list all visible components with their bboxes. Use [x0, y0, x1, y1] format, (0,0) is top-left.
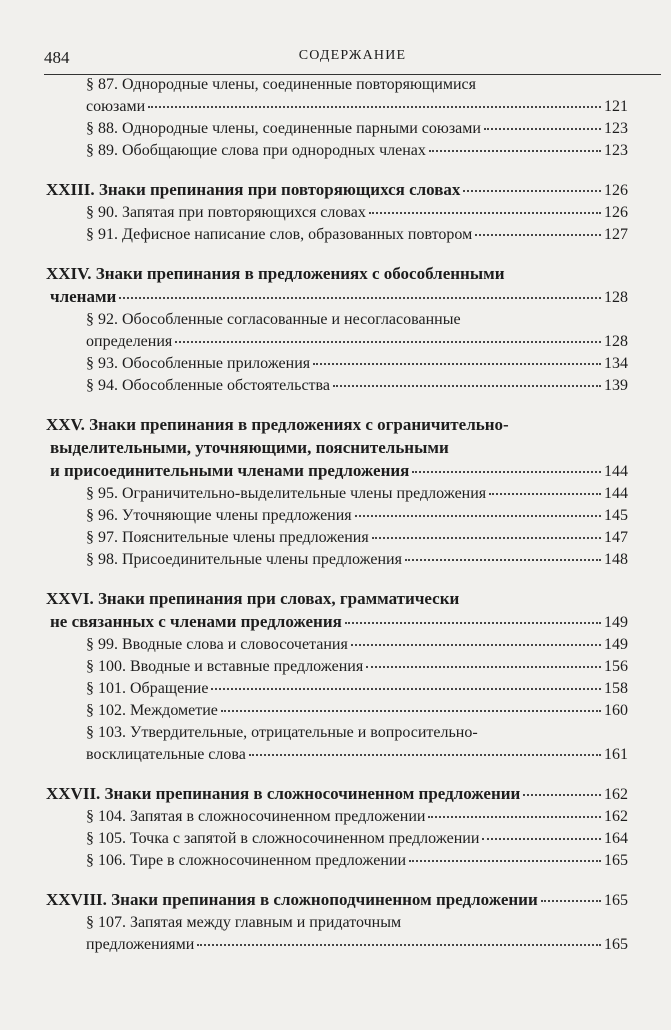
- section-title-line[interactable]: XXV. Знаки препинания в предложениях с ограничительно-: [46, 415, 509, 434]
- toc-entry[interactable]: [46, 309, 628, 353]
- toc-section: [46, 413, 628, 571]
- section-title-text: XXVII. Знаки препинания в сложносочиненном предложении: [46, 784, 521, 803]
- toc-entry[interactable]: [46, 634, 628, 656]
- toc-entry-page-number: 156: [604, 658, 628, 675]
- toc-entry-text: § 93. Обособленные приложения: [86, 355, 311, 372]
- toc-entry[interactable]: [46, 118, 628, 140]
- toc-entry-line: [46, 634, 628, 656]
- toc-entry[interactable]: [46, 353, 628, 375]
- toc-entry-page-number: 127: [604, 226, 628, 243]
- leader-dots: [221, 709, 601, 712]
- toc-entry-text: § 104. Запятая в сложносочиненном предложении: [86, 808, 426, 825]
- toc-entry-text: § 105. Точка с запятой в сложносочиненном предложении: [86, 830, 480, 847]
- toc-entry[interactable]: [46, 722, 628, 766]
- toc-entry-text: восклицательные слова: [86, 746, 246, 763]
- toc-entry-line: [46, 331, 628, 353]
- toc-entry-page-number: 165: [604, 852, 628, 869]
- toc-entry[interactable]: [46, 74, 628, 118]
- leader-dots: [333, 384, 601, 387]
- toc-entry[interactable]: [46, 202, 628, 224]
- toc-entry-page-number: 147: [604, 529, 628, 546]
- toc-entry-text: § 98. Присоединительные члены предложения: [86, 551, 402, 568]
- toc-entry-line: [46, 505, 628, 527]
- toc-entry[interactable]: [46, 828, 628, 850]
- leader-dots: [366, 665, 601, 668]
- toc-entry-line: [46, 828, 628, 850]
- toc-entry-line: § 87. Однородные члены, соединенные повторяющимися: [86, 76, 476, 93]
- toc-entry-line: [46, 850, 628, 872]
- leader-dots: [429, 149, 601, 152]
- leader-dots: [463, 189, 601, 192]
- toc-entry-line: [46, 483, 628, 505]
- toc-entry[interactable]: [46, 912, 628, 956]
- toc-entry-text: § 90. Запятая при повторяющихся словах: [86, 204, 366, 221]
- toc-entry-page-number: 139: [604, 377, 628, 394]
- leader-dots: [412, 470, 601, 473]
- toc-entry-text: § 96. Уточняющие члены предложения: [86, 507, 352, 524]
- toc-entry-page-number: 123: [604, 120, 628, 137]
- toc-entry-line: § 103. Утвердительные, отрицательные и вопросительно-: [86, 724, 478, 741]
- section-title-line[interactable]: XXIV. Знаки препинания в предложениях с обособленными: [46, 264, 505, 283]
- toc-entry-text: § 88. Однородные члены, соединенные парными союзами: [86, 120, 481, 137]
- section-title-line[interactable]: [46, 285, 628, 309]
- toc-entry-line: [46, 678, 628, 700]
- page-number: 484: [44, 48, 70, 67]
- toc-entry[interactable]: [46, 806, 628, 828]
- section-page-number: 149: [604, 614, 628, 631]
- toc-entry-page-number: 165: [604, 936, 628, 953]
- section-page-number: 162: [604, 786, 628, 803]
- leader-dots: [523, 793, 601, 796]
- leader-dots: [345, 621, 601, 624]
- toc-entry[interactable]: [46, 656, 628, 678]
- toc-entry-line: [46, 656, 628, 678]
- toc-entry-line: [46, 806, 628, 828]
- toc-entry-text: § 106. Тире в сложносочиненном предложении: [86, 852, 407, 869]
- toc-entry-page-number: 158: [604, 680, 628, 697]
- toc-entry-page-number: 161: [604, 746, 628, 763]
- leader-dots: [197, 943, 601, 946]
- section-title-line[interactable]: [46, 888, 628, 912]
- section-title-line[interactable]: [46, 178, 628, 202]
- leader-dots: [475, 233, 601, 236]
- leader-dots: [119, 296, 601, 299]
- leader-dots: [372, 536, 601, 539]
- leader-dots: [175, 340, 601, 343]
- section-page-number: 165: [604, 892, 628, 909]
- section-title-line[interactable]: [46, 782, 628, 806]
- section-title-line[interactable]: [46, 459, 628, 483]
- toc-entry[interactable]: [46, 505, 628, 527]
- toc-section: [46, 888, 628, 956]
- toc-entry[interactable]: [46, 549, 628, 571]
- running-head: СОДЕРЖАНИЕ: [298, 48, 407, 63]
- toc-entry-line: § 92. Обособленные согласованные и несогласованные: [86, 311, 461, 328]
- toc-entry-page-number: 145: [604, 507, 628, 524]
- toc-entry[interactable]: [46, 678, 628, 700]
- leader-dots: [369, 211, 601, 214]
- section-title-line[interactable]: [46, 610, 628, 634]
- toc-entry-page-number: 144: [604, 485, 628, 502]
- toc-entry[interactable]: [46, 527, 628, 549]
- toc-entry-line: [46, 140, 628, 162]
- toc-entry-line: [46, 934, 628, 956]
- toc-section: [46, 262, 628, 397]
- leader-dots: [428, 815, 601, 818]
- leader-dots: [482, 837, 601, 840]
- section-title-text: XXVIII. Знаки препинания в сложноподчиненном предложении: [46, 890, 538, 909]
- toc-entry-text: § 95. Ограничительно-выделительные члены предложения: [86, 485, 487, 502]
- toc-entry[interactable]: [46, 483, 628, 505]
- toc-section: [46, 587, 628, 766]
- section-page-number: 144: [604, 463, 628, 480]
- toc-entry-text: союзами: [86, 98, 146, 115]
- toc-entry-text: определения: [86, 333, 173, 350]
- leader-dots: [249, 753, 601, 756]
- toc-entry-line: [46, 224, 628, 246]
- leader-dots: [409, 859, 601, 862]
- leader-dots: [313, 362, 601, 365]
- toc-entry-page-number: 149: [604, 636, 628, 653]
- section-title-text: членами: [50, 287, 117, 306]
- leader-dots: [489, 492, 601, 495]
- toc-entry[interactable]: [46, 375, 628, 397]
- toc-entry-line: [46, 700, 628, 722]
- toc-entry-page-number: 128: [604, 333, 628, 350]
- toc-section: [46, 74, 628, 162]
- toc-entry-page-number: 160: [604, 702, 628, 719]
- table-of-contents: [46, 74, 628, 956]
- section-title-text: не связанных с членами предложения: [50, 612, 342, 631]
- toc-section: [46, 782, 628, 872]
- toc-entry-page-number: 164: [604, 830, 628, 847]
- toc-entry[interactable]: [46, 140, 628, 162]
- section-title-text: и присоединительными членами предложения: [50, 461, 410, 480]
- toc-entry-text: предложениями: [86, 936, 195, 953]
- toc-entry-page-number: 162: [604, 808, 628, 825]
- leader-dots: [211, 687, 601, 690]
- toc-entry[interactable]: [46, 700, 628, 722]
- toc-entry-text: § 94. Обособленные обстоятельства: [86, 377, 330, 394]
- toc-entry-line: [46, 202, 628, 224]
- toc-entry-line: [46, 549, 628, 571]
- toc-entry-line: [46, 118, 628, 140]
- section-title-text: XXIII. Знаки препинания при повторяющихся словах: [46, 180, 461, 199]
- toc-entry-text: § 91. Дефисное написание слов, образованных повтором: [86, 226, 473, 243]
- toc-entry-page-number: 126: [604, 204, 628, 221]
- leader-dots: [541, 899, 601, 902]
- leader-dots: [351, 643, 601, 646]
- toc-entry-text: § 101. Обращение: [86, 680, 209, 697]
- toc-entry-line: [46, 375, 628, 397]
- toc-entry-line: [46, 353, 628, 375]
- toc-entry[interactable]: [46, 224, 628, 246]
- page-header: [44, 48, 661, 72]
- toc-entry-page-number: 148: [604, 551, 628, 568]
- section-page-number: 128: [604, 289, 628, 306]
- section-title-line[interactable]: XXVI. Знаки препинания при словах, грамматически: [46, 589, 460, 608]
- leader-dots: [148, 105, 601, 108]
- toc-entry-text: § 100. Вводные и вставные предложения: [86, 658, 364, 675]
- toc-entry-line: [46, 744, 628, 766]
- toc-entry-text: § 99. Вводные слова и словосочетания: [86, 636, 348, 653]
- leader-dots: [355, 514, 601, 517]
- toc-entry-line: [46, 96, 628, 118]
- toc-entry-line: § 107. Запятая между главным и придаточным: [86, 914, 402, 931]
- leader-dots: [405, 558, 601, 561]
- toc-entry-text: § 89. Обобщающие слова при однородных членах: [86, 142, 426, 159]
- toc-section: [46, 178, 628, 246]
- toc-entry-page-number: 134: [604, 355, 628, 372]
- section-title-line[interactable]: выделительными, уточняющими, пояснительными: [50, 438, 449, 457]
- section-page-number: 126: [604, 182, 628, 199]
- toc-entry-text: § 102. Междометие: [86, 702, 218, 719]
- toc-entry-page-number: 121: [604, 98, 628, 115]
- toc-entry-line: [46, 527, 628, 549]
- toc-entry-text: § 97. Пояснительные члены предложения: [86, 529, 369, 546]
- leader-dots: [484, 127, 601, 130]
- toc-entry[interactable]: [46, 850, 628, 872]
- toc-entry-page-number: 123: [604, 142, 628, 159]
